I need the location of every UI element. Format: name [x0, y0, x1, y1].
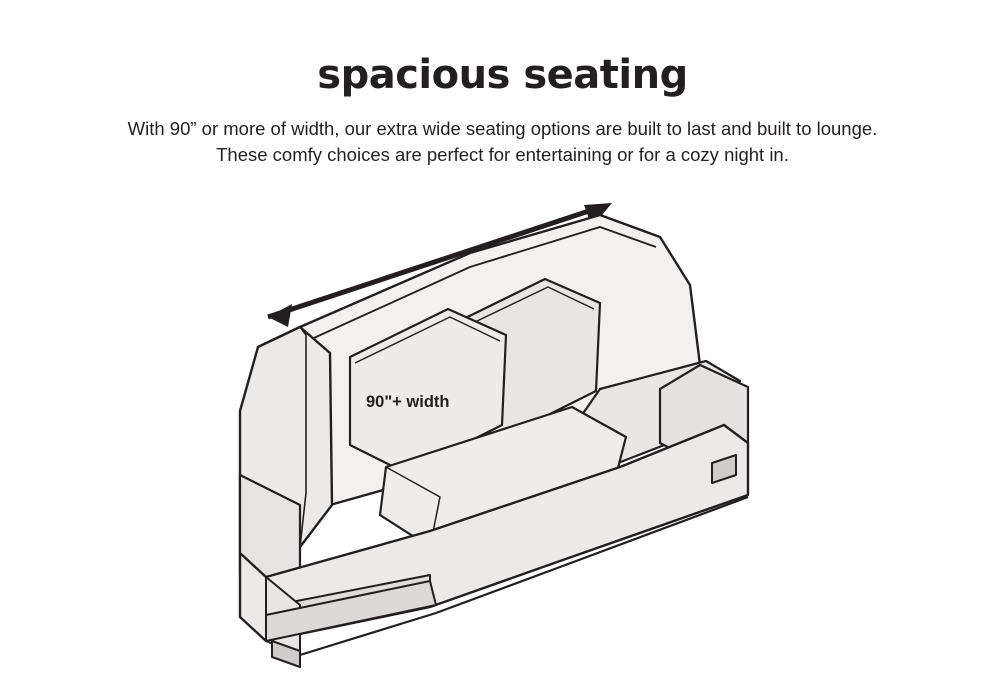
sofa-line-drawing-svg [0, 175, 1005, 671]
sofa-illustration [0, 175, 1005, 671]
subcopy-line-2: These comfy choices are perfect for entertaining or for a cozy night in. [216, 144, 789, 165]
subcopy-line-1: With 90” or more of width, our extra wide seating options are built to last and built to lounge. [127, 118, 878, 139]
subcopy-block [0, 116, 1005, 168]
page-title: spacious seating [317, 52, 688, 98]
width-dimension-label: 90"+ width [366, 393, 450, 411]
